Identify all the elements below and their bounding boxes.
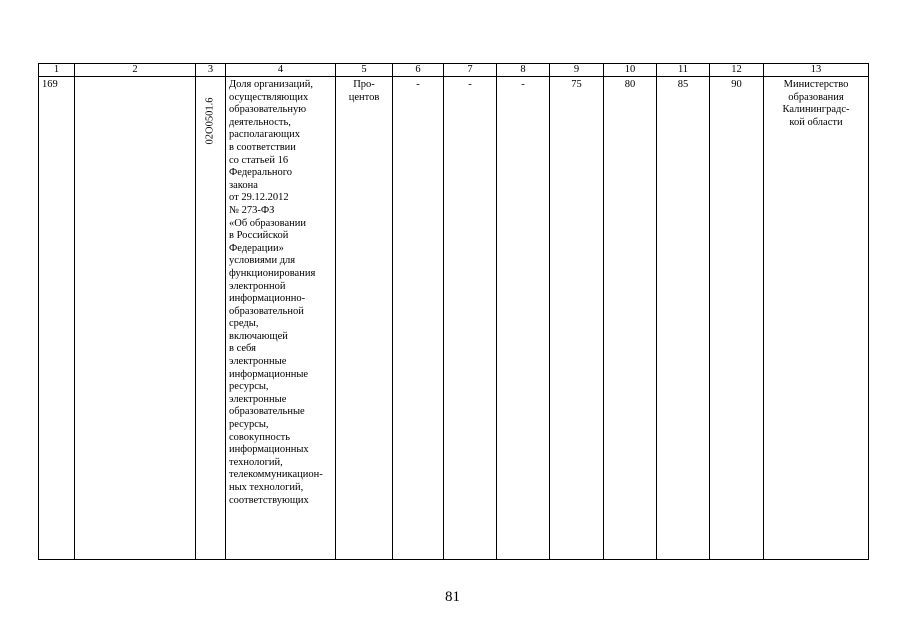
value-col7: - [444,77,497,560]
description-cell [226,77,336,560]
header-cell: 6 [393,64,444,77]
description-line: образовательные [229,406,305,418]
description-line: деятельность, [229,116,291,128]
description-line: № 273-ФЗ [229,204,275,216]
org-line: кой области [789,116,843,128]
description-line: ресурсы, [229,381,269,393]
description-line: в Российской [229,230,289,242]
org-line: образования [788,91,844,103]
header-cell: 12 [710,64,764,77]
table-row [39,77,869,560]
description-line: электронные [229,393,287,405]
description-line: среды, [229,318,259,330]
description-line: в себя [229,343,256,355]
description-line: ресурсы, [229,419,269,431]
value-col11: 85 [657,77,710,560]
description-line: технологий, [229,456,283,468]
value-col10: 80 [604,77,657,560]
description-line: Федерации» [229,242,284,254]
unit-text [336,79,392,104]
description-text [229,79,332,507]
code-cell [196,77,226,560]
header-cell: 10 [604,64,657,77]
description-line: условиями для [229,255,296,267]
indicator-code: 02О0501.6 [204,97,216,145]
description-line: в соответствии [229,141,296,153]
description-line: совокупность [229,431,291,443]
header-cell: 3 [196,64,226,77]
description-line: образовательной [229,305,304,317]
description-line: информационные [229,368,309,380]
description-line: соответствующих [229,494,309,506]
header-cell: 5 [336,64,393,77]
description-line: информационных [229,444,309,456]
org-line: Министерство [783,79,849,90]
header-cell: 4 [226,64,336,77]
description-line: располагающих [229,129,300,141]
value-col6: - [393,77,444,560]
description-line: включающей [229,330,288,342]
unit-cell [336,77,393,560]
description-line: от 29.12.2012 [229,192,289,204]
header-cell: 9 [550,64,604,77]
description-line: электронной [229,280,286,292]
unit-line: центов [348,91,380,103]
value-col9: 75 [550,77,604,560]
description-line: осуществляющих [229,91,309,103]
col2-cell [75,77,196,560]
header-cell: 7 [444,64,497,77]
description-line: закона [229,179,258,191]
header-cell: 1 [39,64,75,77]
description-line: ных технологий, [229,482,304,493]
header-cell: 2 [75,64,196,77]
description-line: Федерального [229,167,293,179]
description-line: образовательную [229,104,307,116]
description-line: телекоммуникацион- [229,469,323,481]
description-line: Доля организаций, [229,79,313,90]
value-col8: - [497,77,550,560]
description-line: электронные [229,356,287,368]
org-line: Калининградс- [782,104,850,116]
unit-line: Про- [353,79,375,90]
row-number: 169 [39,77,75,560]
header-row [39,64,869,77]
description-line: функционирования [229,267,316,279]
responsible-org-cell [764,77,869,560]
header-cell: 13 [764,64,869,77]
header-cell: 8 [497,64,550,77]
responsible-org-text [764,79,868,129]
header-cell: 11 [657,64,710,77]
value-col12: 90 [710,77,764,560]
page-number: 81 [445,589,460,605]
description-line: со статьей 16 [229,154,289,166]
description-line: «Об образовании [229,217,306,229]
indicator-table [38,63,869,560]
description-line: информационно- [229,293,306,305]
